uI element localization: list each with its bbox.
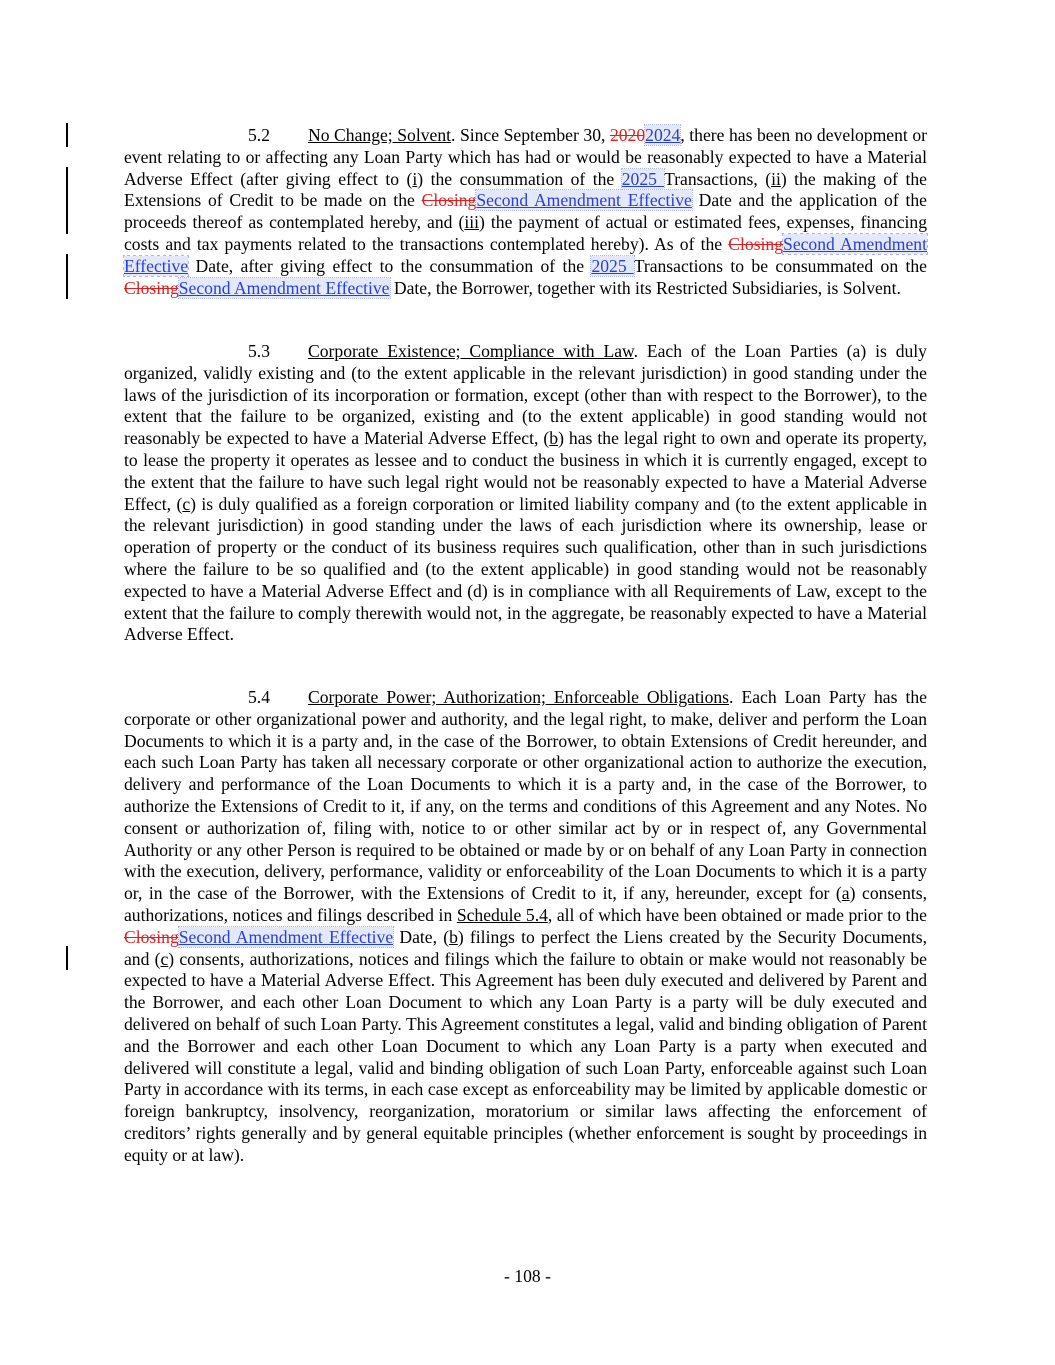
- inserted-text: Second Amendment Effective: [178, 277, 390, 298]
- page-number: - 108 -: [504, 1266, 551, 1286]
- change-bar: [66, 946, 68, 970]
- inserted-text: Second Amendment Effective: [178, 926, 394, 947]
- change-bar: [66, 167, 68, 234]
- inserted-text: Second Amendment Effective: [124, 233, 927, 276]
- section-heading: Corporate Existence; Compliance with Law: [308, 341, 634, 361]
- section-number: 5.3: [248, 341, 270, 361]
- schedule-reference: Schedule 5.4: [456, 904, 548, 925]
- change-bar: [66, 123, 68, 147]
- deleted-text: Closing: [728, 233, 784, 254]
- inserted-text: 2025: [591, 255, 634, 276]
- deleted-text: Closing: [124, 277, 179, 298]
- deleted-text: Closing: [124, 926, 179, 947]
- section-5-4: 5.4 Corporate Power; Authorization; Enforceable Obligations. Each Loan Party has the corporate or other organizational power and authority, and the legal right, to make, deliver and perform the Loan Documents to which it is a party and, in the case of the Borrower, to obtain Extensions of Credit hereunder, and each such Loan Party has taken all necessary corporate or other organizational action to authorize the execution, delivery and performance of the Loan Documents to which it is a party and, in the case of the Borrower, to authorize the Extensions of Credit to it, if any, on the terms and conditions of this Agreement and any Notes. No consent or authorization of, filing with, notice to or other similar act by or in respect of, any Governmental Authority or any other Person is required to be obtained or made by or on behalf of any Loan Party in connection with the execution, delivery, performance, validity or enforceability of the Loan Documents to which it is a party or, in the case of the Borrower, with the Extensions of Credit to it, if any, hereunder, except for (a) consents, authorizations, notices and filings described in Schedule 5.4, all of which have been obtained or made prior to the ClosingSecond Amendment Effective Date, (b) filings to perfect the Liens created by the Security Documents, and (c) consents, authorizations, notices and filings which the failure to obtain or make would not reasonably be expected to have a Material Adverse Effect. This Agreement has been duly executed and delivered by Parent and the Borrower, and each other Loan Document to which any Loan Party is a party will be duly executed and delivered on behalf of such Loan Party. This Agreement constitutes a legal, valid and binding obligation of Parent and the Borrower and each other Loan Document to which any Loan Party is a party when executed and delivered will constitute a legal, valid and binding obligation of such Loan Party, enforceable against such Loan Party in accordance with its terms, in each case except as enforceability may be limited by applicable domestic or foreign bankruptcy, insolvency, reorganization, moratorium or similar laws affecting the enforcement of creditors’ rights generally and by general equitable principles (whether enforcement is sought by proceedings in equity or at law).: [124, 687, 927, 1165]
- change-bar: [66, 254, 68, 299]
- inserted-text: 2025: [621, 168, 665, 189]
- section-number: 5.4: [248, 687, 270, 707]
- section-heading: Corporate Power; Authorization; Enforceable Obligations: [308, 687, 730, 707]
- section-number: 5.2: [248, 125, 270, 145]
- inserted-text: Second Amendment Effective: [476, 190, 692, 211]
- section-heading: No Change; Solvent: [308, 125, 452, 145]
- deleted-text: 2020: [609, 125, 646, 145]
- deleted-text: Closing: [421, 190, 477, 211]
- section-5-3: 5.3 Corporate Existence; Compliance with Law. Each of the Loan Parties (a) is duly organized, validly existing and (to the extent applicable in the relevant jurisdiction) in good standing under the laws of the jurisdiction of its incorporation or formation, except (other than with respect to the Borrower), to the extent that the failure to be organized, existing and (to the extent applicable) in good standing would not reasonably be expected to have a Material Adverse Effect, (b) has the legal right to own and operate its property, to lease the property it operates as lessee and to conduct the business in which it is currently engaged, except to the extent that the failure to have such legal right would not be reasonably expected to have a Material Adverse Effect, (c) is duly qualified as a foreign corporation or limited liability company and (to the extent applicable in the relevant jurisdiction) in good standing under the laws of each jurisdiction where its ownership, lease or operation of property or the conduct of its business requires such qualification, other than in such jurisdictions where the failure to be so qualified and (to the extent applicable) in good standing would not be reasonably expected to have a Material Adverse Effect and (d) is in compliance with all Requirements of Law, except to the extent that the failure to comply therewith would not, in the aggregate, be reasonably expected to have a Material Adverse Effect.: [124, 341, 928, 645]
- section-5-2: 5.2 No Change; Solvent. Since September 30, 20202024, there has been no development or event relating to or affecting any Loan Party which has had or would be reasonably expected to have a Material Adverse Effect (after giving effect to (i) the consummation of the 2025 Transactions, (ii) the making of the Extensions of Credit to be made on the ClosingSecond Amendment Effective Date and the application of the proceeds thereof as contemplated hereby, and (iii) the payment of actual or estimated fees, expenses, financing costs and tax payments related to the transactions contemplated hereby). As of the ClosingSecond Amendment Effective Date, after giving effect to the consummation of the 2025 Transactions to be consummated on the ClosingSecond Amendment Effective Date, the Borrower, together with its Restricted Subsidiaries, is Solvent.: [124, 125, 927, 298]
- inserted-text: 2024: [645, 125, 681, 145]
